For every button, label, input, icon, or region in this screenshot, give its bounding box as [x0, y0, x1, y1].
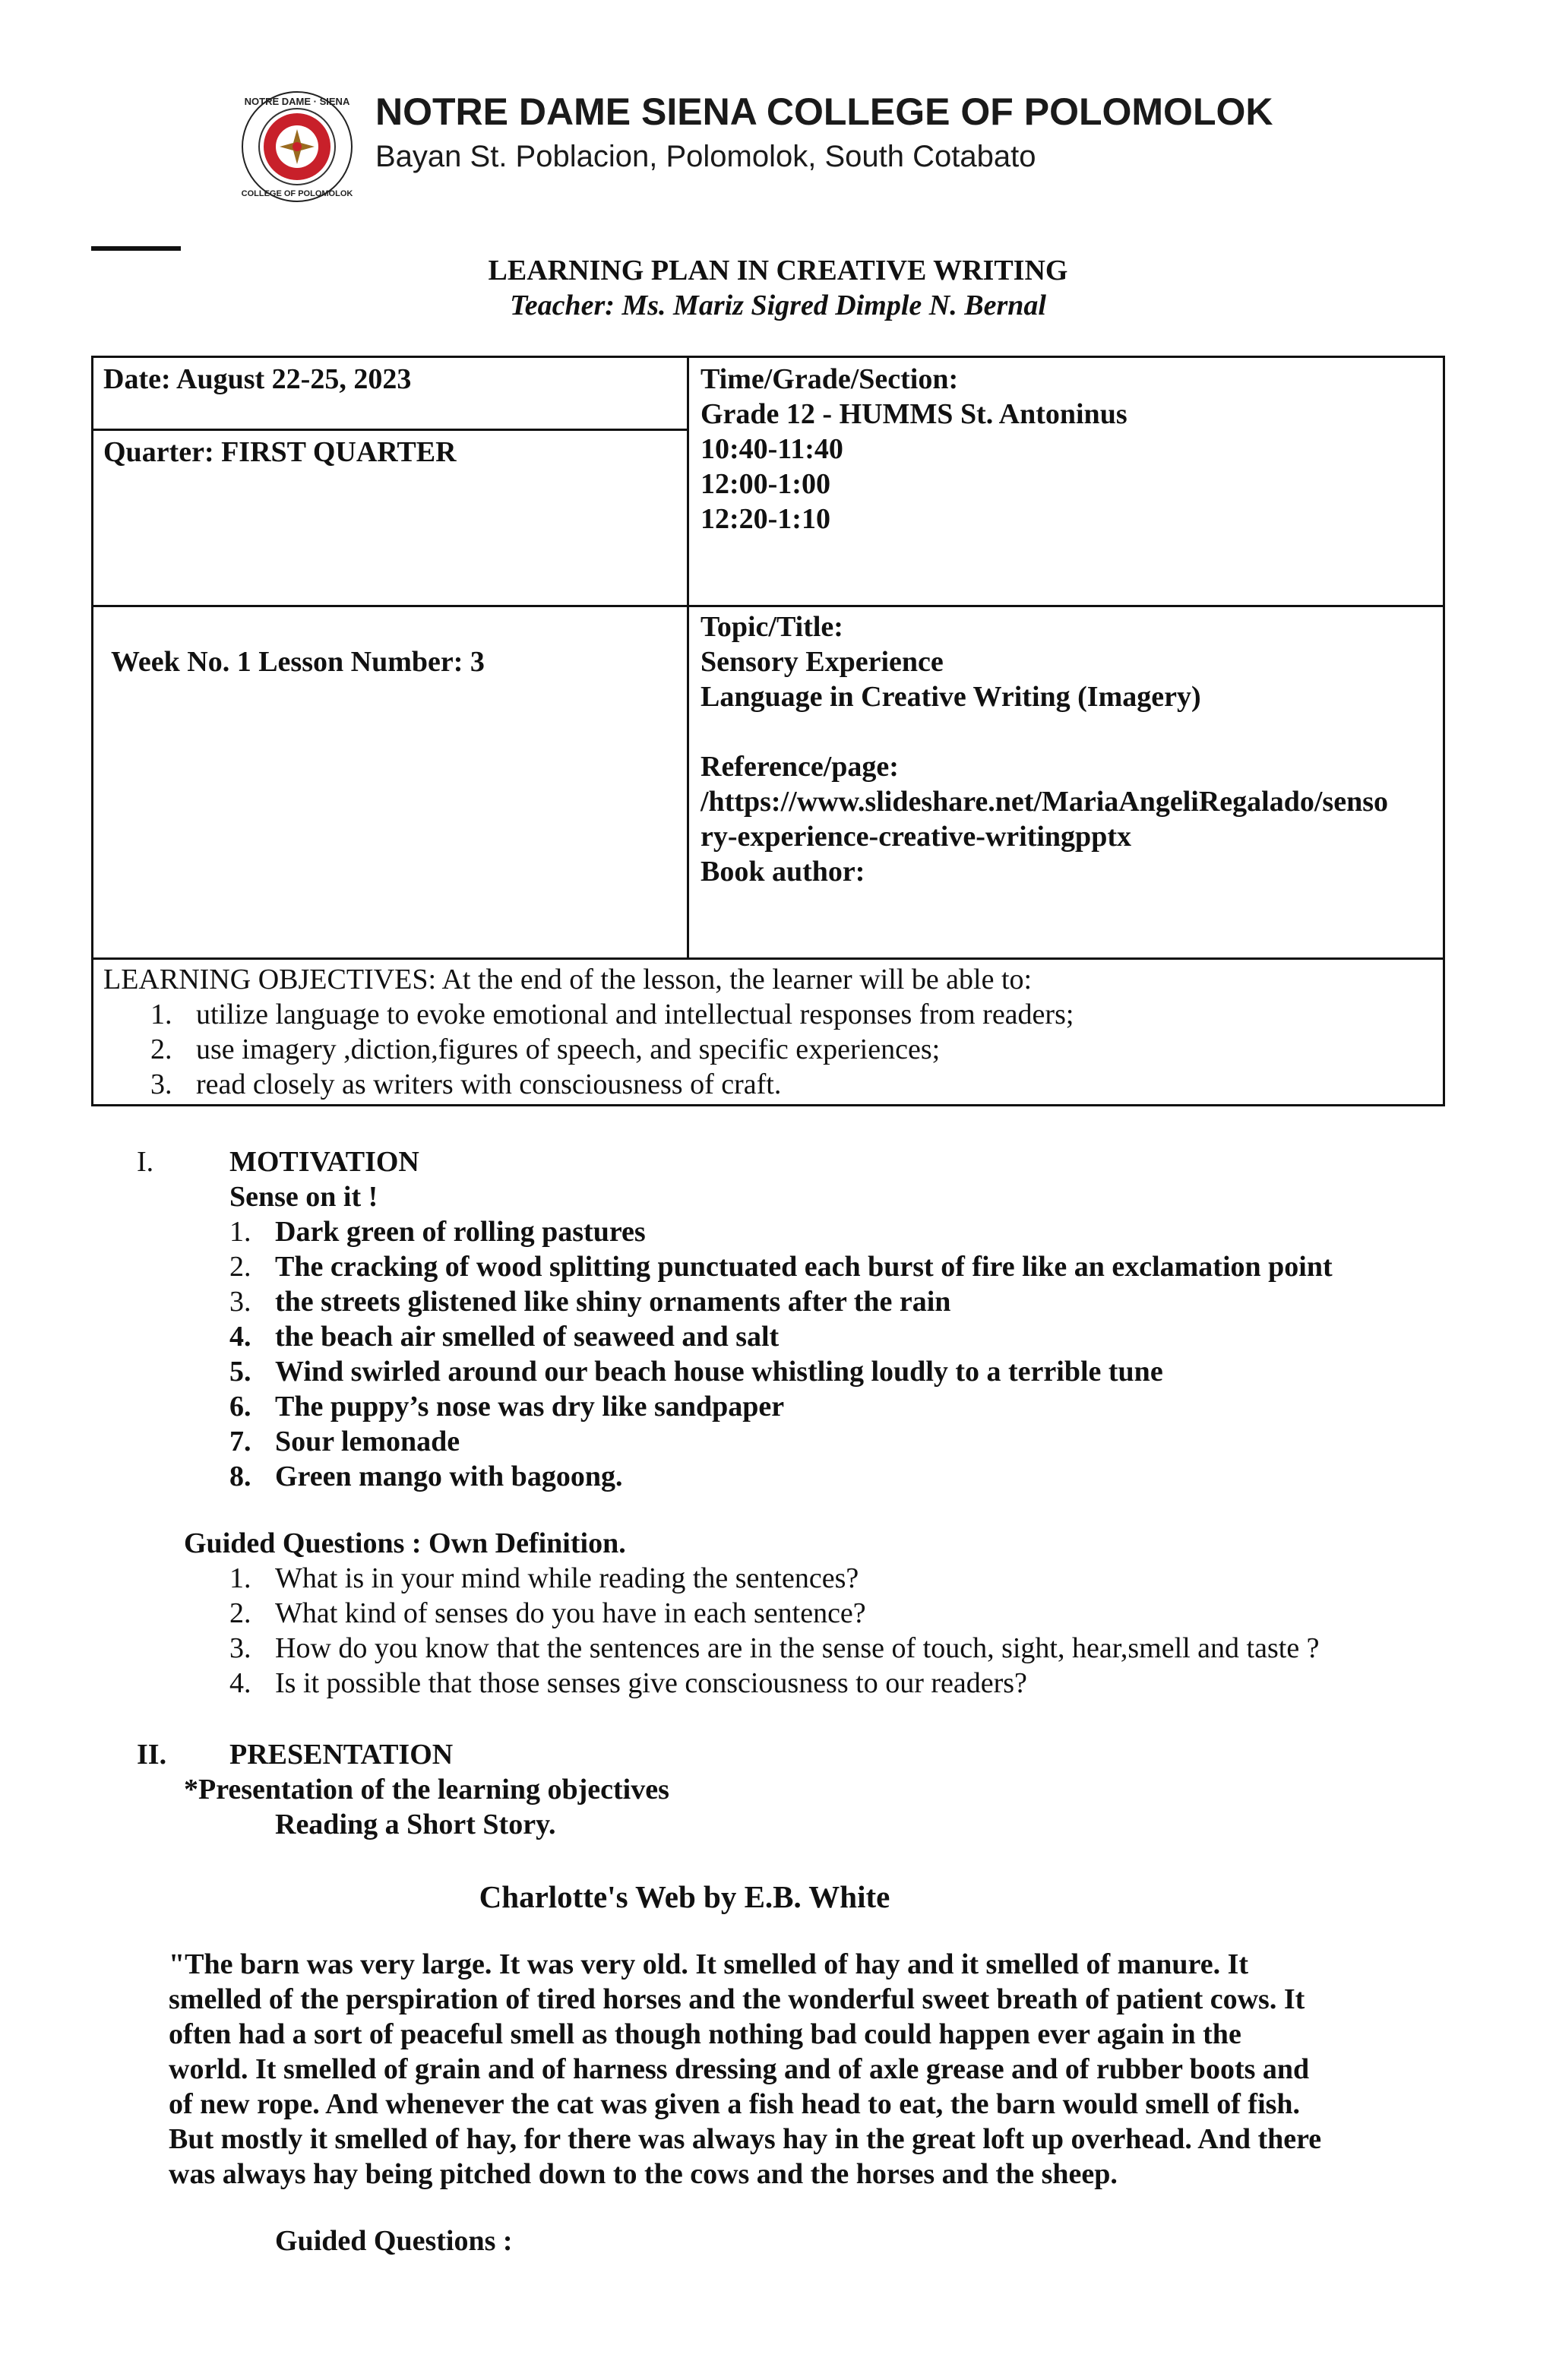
table-border [91, 605, 1445, 607]
list-number: 2. [229, 1597, 251, 1629]
section-numeral: I. [137, 1146, 154, 1178]
story-paragraph-line: "The barn was very large. It was very old. It smelled of hay and it smelled of manure. It [169, 1948, 1249, 1980]
guided-question: What is in your mind while reading the sentences? [275, 1562, 859, 1594]
svg-text:COLLEGE OF POLOMOLOK: COLLEGE OF POLOMOLOK [241, 189, 353, 198]
reference-link[interactable]: /https://www.slideshare.net/MariaAngeliRegalado/senso [701, 786, 1388, 818]
time-slot: 12:20-1:10 [701, 503, 830, 535]
guided-questions-heading: Guided Questions : [275, 2225, 513, 2257]
topic-line: Language in Creative Writing (Imagery) [701, 681, 1201, 713]
guided-question: How do you know that the sentences are in the sense of touch, sight, hear,smell and taste ? [275, 1632, 1320, 1664]
header-rule [91, 246, 181, 251]
story-paragraph-line: often had a sort of peaceful smell as though nothing bad could happen ever again in the [169, 2018, 1241, 2050]
story-paragraph-line: was always hay being pitched down to the cows and the horses and the sheep. [169, 2158, 1118, 2190]
story-paragraph-line: of new rope. And whenever the cat was given a fish head to eat, the barn would smell of fish. [169, 2088, 1301, 2120]
list-number: 5. [229, 1356, 251, 1388]
table-border [91, 356, 1445, 358]
reference-label: Reference/page: [701, 751, 899, 783]
list-number: 1. [229, 1562, 251, 1594]
list-number: 6. [229, 1391, 251, 1423]
objective-item: use imagery ,diction,figures of speech, and specific experiences; [196, 1033, 941, 1065]
story-paragraph-line: smelled of the perspiration of tired horses and the wonderful sweet breath of patient cows. It [169, 1983, 1305, 2015]
presentation-line: *Presentation of the learning objectives [184, 1774, 669, 1806]
plan-teacher: Teacher: Ms. Mariz Sigred Dimple N. Bernal [510, 290, 1046, 321]
sense-sentence: Wind swirled around our beach house whistling loudly to a terrible tune [275, 1356, 1163, 1388]
list-number: 1. [229, 1216, 251, 1248]
guided-question: What kind of senses do you have in each sentence? [275, 1597, 866, 1629]
sense-sentence: Green mango with bagoong. [275, 1461, 623, 1492]
objective-number: 1. [150, 999, 172, 1030]
table-border [91, 356, 93, 1106]
sense-sentence: Sour lemonade [275, 1426, 460, 1457]
list-number: 8. [229, 1461, 251, 1492]
table-border [91, 957, 1445, 960]
sense-sentence: The cracking of wood splitting punctuated each burst of fire like an exclamation point [275, 1251, 1333, 1283]
presentation-heading: PRESENTATION [229, 1739, 454, 1771]
objectives-heading: LEARNING OBJECTIVES: At the end of the lesson, the learner will be able to: [103, 964, 1033, 995]
objective-item: utilize language to evoke emotional and intellectual responses from readers; [196, 999, 1074, 1030]
table-border [91, 1104, 1445, 1106]
book-author-label: Book author: [701, 856, 865, 888]
story-paragraph-line: But mostly it smelled of hay, for there was always hay in the great loft up overhead. And there [169, 2123, 1322, 2155]
date-cell: Date: August 22-25, 2023 [103, 363, 412, 395]
list-number: 3. [229, 1286, 251, 1318]
story-title: Charlotte's Web by E.B. White [479, 1879, 890, 1914]
svg-text:NOTRE DAME · SIENA: NOTRE DAME · SIENA [244, 96, 350, 107]
reference-link[interactable]: ry-experience-creative-writingpptx [701, 821, 1131, 853]
list-number: 7. [229, 1426, 251, 1457]
list-number: 4. [229, 1667, 251, 1699]
grade-section: Grade 12 - HUMMS St. Antoninus [701, 398, 1127, 430]
time-label: Time/Grade/Section: [701, 363, 959, 395]
list-number: 3. [229, 1632, 251, 1664]
lesson-info-table [91, 356, 1445, 1106]
sense-sentence: Dark green of rolling pastures [275, 1216, 646, 1248]
presentation-line: Reading a Short Story. [275, 1809, 556, 1840]
story-paragraph-line: world. It smelled of grain and of harness dressing and of axle grease and of rubber boots and [169, 2053, 1310, 2085]
topic-line: Sensory Experience [701, 646, 944, 678]
sense-sentence: the beach air smelled of seaweed and salt [275, 1321, 780, 1353]
motivation-heading: MOTIVATION [229, 1146, 419, 1178]
objective-item: read closely as writers with consciousness of craft. [196, 1068, 782, 1100]
topic-label: Topic/Title: [701, 611, 843, 643]
guided-questions-heading: Guided Questions : Own Definition. [184, 1527, 626, 1559]
list-number: 4. [229, 1321, 251, 1353]
list-number: 2. [229, 1251, 251, 1283]
quarter-cell: Quarter: FIRST QUARTER [103, 436, 457, 468]
college-address: Bayan St. Poblacion, Polomolok, South Cotabato [375, 140, 1036, 173]
table-border [687, 356, 689, 959]
objective-number: 3. [150, 1068, 172, 1100]
table-border [91, 429, 688, 431]
section-numeral: II. [137, 1739, 167, 1771]
objective-number: 2. [150, 1033, 172, 1065]
table-border [1443, 356, 1445, 1106]
college-name: NOTRE DAME SIENA COLLEGE OF POLOMOLOK [375, 90, 1273, 133]
sense-sentence: The puppy’s nose was dry like sandpaper [275, 1391, 785, 1423]
sense-sentence: the streets glistened like shiny ornaments after the rain [275, 1286, 951, 1318]
time-slot: 12:00-1:00 [701, 468, 830, 500]
motivation-subheading: Sense on it ! [229, 1181, 378, 1213]
time-slot: 10:40-11:40 [701, 433, 843, 465]
college-seal-logo [240, 90, 354, 204]
plan-title: LEARNING PLAN IN CREATIVE WRITING [488, 255, 1068, 286]
guided-question: Is it possible that those senses give consciousness to our readers? [275, 1667, 1027, 1699]
week-lesson-cell: Week No. 1 Lesson Number: 3 [111, 646, 485, 678]
